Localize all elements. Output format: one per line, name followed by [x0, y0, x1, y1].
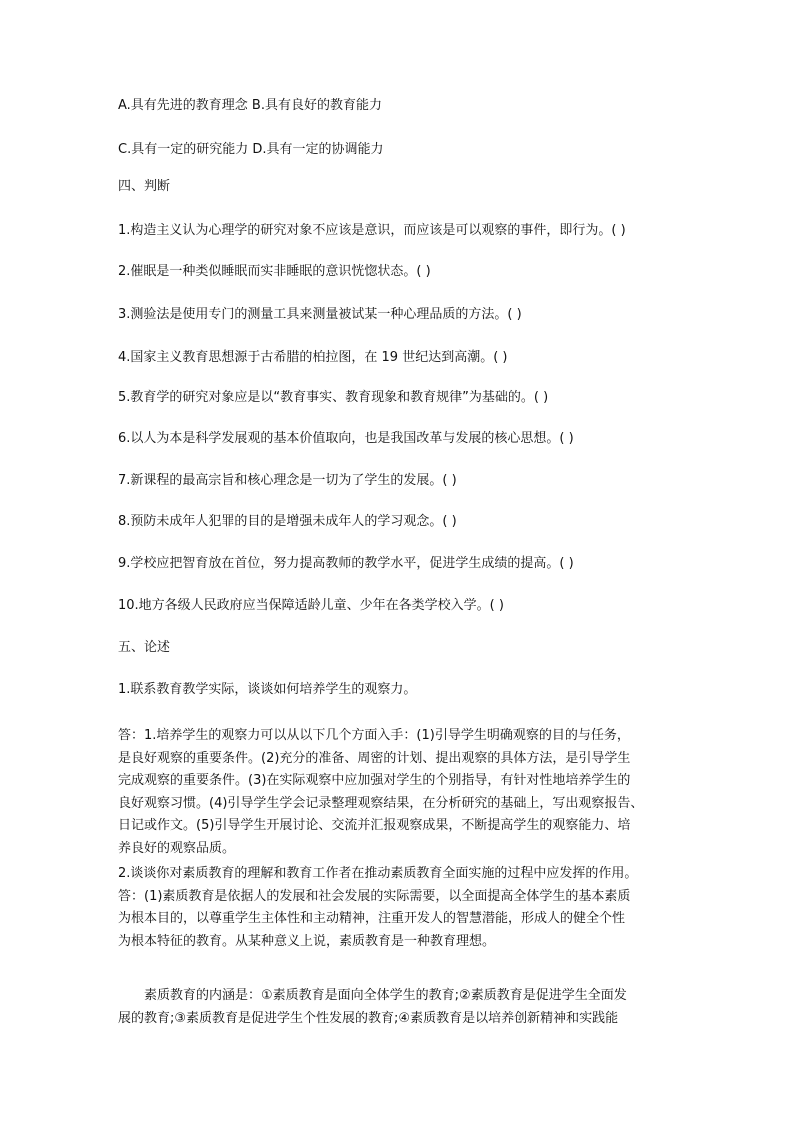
answer-line: 展的教育;③素质教育是促进学生个性发展的教育;④素质教育是以培养创新精神和实践能 — [118, 1010, 619, 1026]
judgment-item: 9.学校应把智育放在首位，努力提高教师的教学水平，促进学生成绩的提高。( ) — [118, 556, 574, 571]
answer-line: 养良好的观察品质。 — [118, 840, 236, 856]
judgment-item: 1.构造主义认为心理学的研究对象不应该是意识，而应该是可以观察的事件，即行为。( ) — [118, 223, 626, 238]
essay-question-1: 1.联系教育教学实际，谈谈如何培养学生的观察力。 — [118, 682, 417, 697]
judgment-item: 4.国家主义教育思想源于古希腊的柏拉图，在 19 世纪达到高潮。( ) — [118, 350, 508, 365]
judgment-item: 7.新课程的最高宗旨和核心理念是一切为了学生的发展。( ) — [118, 473, 457, 488]
judgment-item: 5.教育学的研究对象应是以“教育事实、教育现象和教育规律”为基础的。( ) — [118, 390, 549, 405]
answer-line: 答：1.培养学生的观察力可以从以下几个方面入手：(1)引导学生明确观察的目的与任务， — [118, 728, 630, 743]
answer-line: 答：(1)素质教育是依据人的发展和社会发展的实际需要，以全面提高全体学生的基本素质 — [118, 888, 631, 904]
judgment-item: 6.以人为本是科学发展观的基本价值取向，也是我国改革与发展的核心思想。( ) — [118, 431, 574, 446]
section-heading-judgment: 四、判断 — [118, 179, 171, 194]
answer-line: 完成观察的重要条件。(3)在实际观察中应加强对学生的个别指导，有针对性地培养学生的 — [118, 773, 631, 788]
answer-line: 为根本目的，以尊重学生主体性和主动精神，注重开发人的智慧潜能，形成人的健全个性 — [118, 911, 626, 926]
answer-line: 为根本特征的教育。从某种意义上说，素质教育是一种教育理想。 — [118, 933, 496, 949]
essay-answer-1 — [118, 725, 643, 860]
essay-question-2-block — [118, 863, 637, 953]
options-line-ab: A.具有先进的教育理念 B.具有良好的教育能力 — [118, 98, 382, 113]
answer-line: 是良好观察的重要条件。(2)充分的准备、周密的计划、提出观察的具体方法，是引导学生 — [118, 750, 631, 766]
judgment-item: 8.预防未成年人犯罪的目的是增强未成年人的学习观念。( ) — [118, 514, 457, 529]
judgment-item: 3.测验法是使用专门的测量工具来测量被试某一种心理品质的方法。( ) — [118, 307, 522, 322]
answer-line: 日记或作文。(5)引导学生开展讨论、交流并汇报观察成果，不断提高学生的观察能力、培 — [118, 818, 631, 833]
answer-line: 素质教育的内涵是：①素质教育是面向全体学生的教育;②素质教育是促进学生全面发 — [118, 988, 627, 1003]
section-heading-essay: 五、论述 — [118, 640, 171, 655]
options-line-cd: C.具有一定的研究能力 D.具有一定的协调能力 — [118, 142, 384, 157]
essay-question-2: 2.谈谈你对素质教育的理解和教育工作者在推动素质教育全面实施的过程中应发挥的作用。 — [118, 866, 638, 881]
judgment-item: 2.催眠是一种类似睡眠而实非睡眠的意识恍惚状态。( ) — [118, 264, 431, 279]
answer-line: 良好观察习惯。(4)引导学生学会记录整理观察结果，在分析研究的基础上，写出观察报告、 — [118, 795, 644, 811]
judgment-item: 10.地方各级人民政府应当保障适龄儿童、少年在各类学校入学。( ) — [118, 598, 504, 613]
essay-answer-2-connotation — [118, 985, 627, 1030]
